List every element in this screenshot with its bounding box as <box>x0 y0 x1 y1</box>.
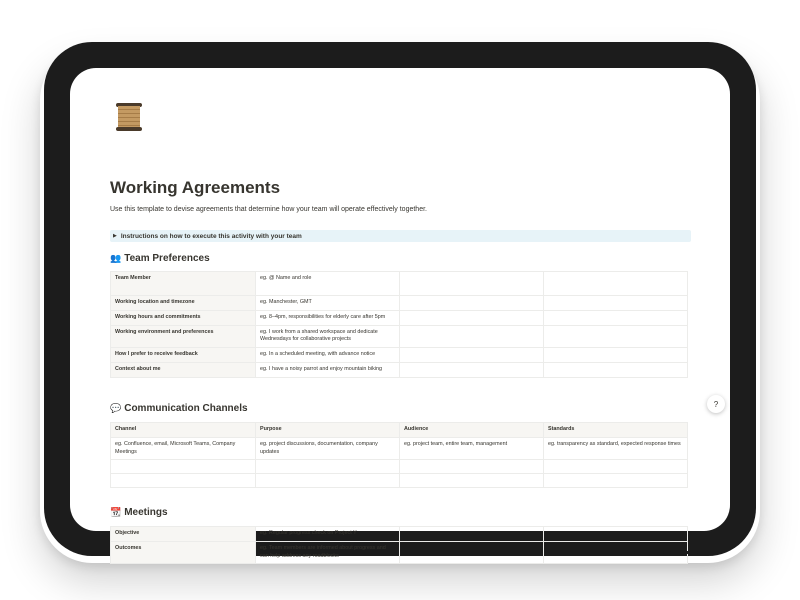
table-row <box>111 310 688 325</box>
table-cell[interactable] <box>544 296 688 311</box>
table-row <box>111 272 688 296</box>
table-cell[interactable]: eg. Confluence, email, Microsoft Teams, Company Meetings <box>111 437 256 460</box>
table-cell[interactable] <box>400 296 544 311</box>
table-cell[interactable] <box>544 325 688 348</box>
table-cell[interactable]: eg. Regular progress check on Project Y <box>256 527 400 542</box>
toggle-label: Instructions on how to execute this activity with your team <box>120 232 302 240</box>
table-row <box>111 296 688 311</box>
team-preferences-heading: 👥 Team Preferences <box>110 253 210 264</box>
table-cell[interactable]: eg. I work from a shared workspace and dedicate Wednesdays for collaborative projects <box>256 325 400 348</box>
communication-channels-heading: 💬 Communication Channels <box>110 403 248 414</box>
instructions-toggle[interactable] <box>110 230 691 242</box>
table-cell[interactable]: eg. I have a noisy parrot and enjoy mountain biking <box>256 363 400 378</box>
table-cell[interactable] <box>544 541 688 564</box>
table-cell[interactable]: eg. project team, entire team, management <box>400 437 544 460</box>
table-cell[interactable] <box>400 527 544 542</box>
device-edge-detail <box>634 551 664 554</box>
meetings-table <box>110 526 688 564</box>
table-cell[interactable] <box>111 474 256 488</box>
column-header-channel[interactable]: Channel <box>111 423 256 438</box>
table-cell[interactable] <box>400 460 544 474</box>
table-cell[interactable] <box>544 363 688 378</box>
table-cell[interactable] <box>400 363 544 378</box>
scroll-icon[interactable] <box>112 100 146 134</box>
table-cell[interactable] <box>544 460 688 474</box>
table-cell[interactable] <box>400 272 544 296</box>
table-cell[interactable]: Outcomes <box>111 541 256 564</box>
column-header-standards[interactable]: Standards <box>544 423 688 438</box>
table-cell[interactable] <box>544 310 688 325</box>
table-row <box>111 348 688 363</box>
communication-channels-table <box>110 422 688 488</box>
calendar-icon: 📆 <box>110 507 122 517</box>
table-cell[interactable] <box>400 474 544 488</box>
toggle-triangle-icon[interactable]: ▶ <box>113 233 117 239</box>
table-cell[interactable]: Working location and timezone <box>111 296 256 311</box>
table-row <box>111 541 688 564</box>
table-cell[interactable] <box>256 474 400 488</box>
people-icon: 👥 <box>110 253 122 263</box>
table-cell[interactable] <box>400 541 544 564</box>
table-cell[interactable] <box>111 460 256 474</box>
table-cell[interactable]: eg. project discussions, documentation, company updates <box>256 437 400 460</box>
table-cell[interactable]: eg. In a scheduled meeting, with advance notice <box>256 348 400 363</box>
page-title[interactable]: Working Agreements <box>110 178 281 197</box>
table-row <box>111 437 688 460</box>
table-row <box>111 325 688 348</box>
table-cell[interactable]: Team Member <box>111 272 256 296</box>
column-header-purpose[interactable]: Purpose <box>256 423 400 438</box>
table-row <box>111 363 688 378</box>
table-cell[interactable]: eg. @ Name and role <box>256 272 400 296</box>
table-cell[interactable] <box>544 272 688 296</box>
table-row <box>111 460 688 474</box>
table-cell[interactable] <box>400 325 544 348</box>
page-description: Use this template to devise agreements that determine how your team will operate effectively together. <box>110 206 427 213</box>
table-cell[interactable]: Working hours and commitments <box>111 310 256 325</box>
table-row <box>111 527 688 542</box>
table-cell[interactable]: eg. transparency as standard, expected response times <box>544 437 688 460</box>
meetings-heading: 📆 Meetings <box>110 507 168 518</box>
table-cell[interactable]: Objective <box>111 527 256 542</box>
table-header-row <box>111 423 688 438</box>
table-cell[interactable] <box>400 348 544 363</box>
table-cell[interactable] <box>256 460 400 474</box>
table-cell[interactable]: Context about me <box>111 363 256 378</box>
device-edge-detail <box>670 551 698 554</box>
table-cell[interactable]: eg. Team members are informed about progress and can help address any roadblocks <box>256 541 400 564</box>
column-header-audience[interactable]: Audience <box>400 423 544 438</box>
table-row <box>111 474 688 488</box>
table-cell[interactable] <box>544 348 688 363</box>
table-cell[interactable]: eg. Manchester, GMT <box>256 296 400 311</box>
speech-bubble-icon: 💬 <box>110 403 122 413</box>
table-cell[interactable] <box>544 527 688 542</box>
team-preferences-table <box>110 271 688 378</box>
tablet-screen <box>70 68 730 559</box>
table-cell[interactable]: eg. 8–4pm, responsibilities for elderly care after 5pm <box>256 310 400 325</box>
table-cell[interactable]: How I prefer to receive feedback <box>111 348 256 363</box>
table-cell[interactable]: Working environment and preferences <box>111 325 256 348</box>
help-button[interactable]: ? <box>707 395 725 413</box>
table-cell[interactable] <box>400 310 544 325</box>
table-cell[interactable] <box>544 474 688 488</box>
